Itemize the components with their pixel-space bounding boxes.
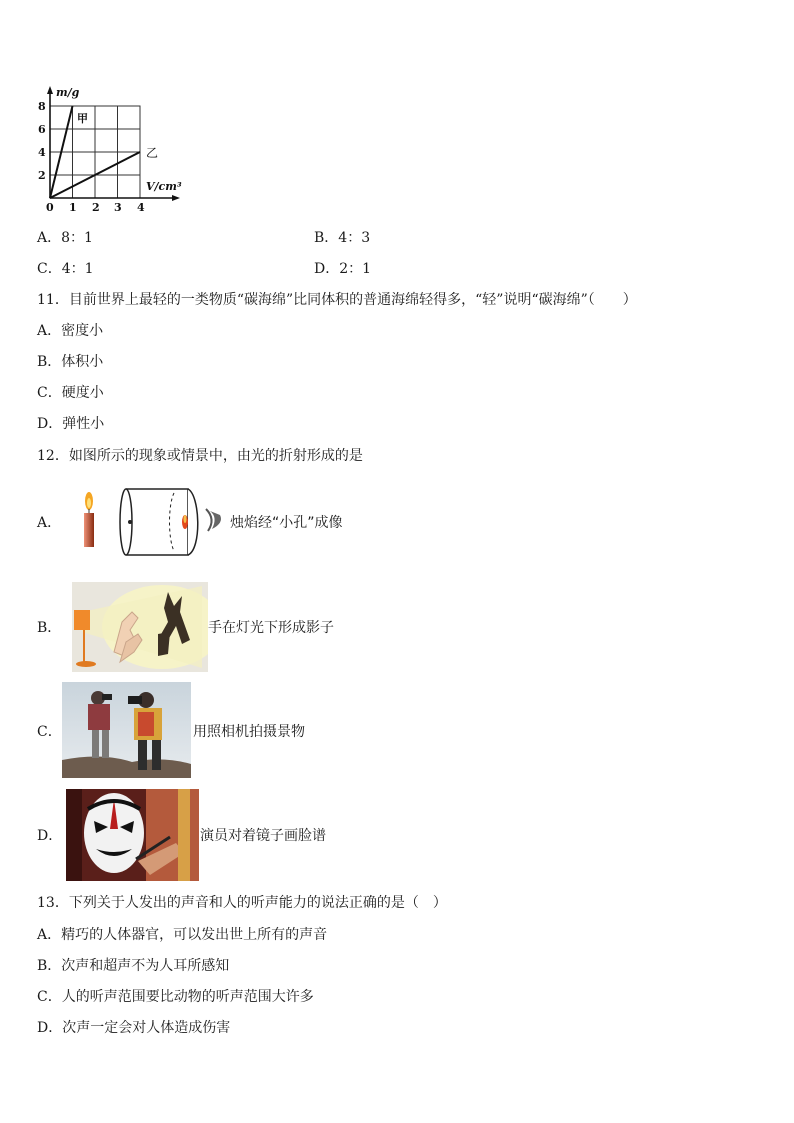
label-yi: 乙 xyxy=(146,146,159,160)
q13-option-a: A．精巧的人体器官，可以发出世上所有的声音 xyxy=(37,927,328,943)
mass-volume-graph xyxy=(30,84,190,214)
q12-option-c-caption: 用照相机拍摄景物 xyxy=(193,724,305,740)
q10-option-b: B．4：3 xyxy=(314,230,371,246)
q11-option-b: B．体积小 xyxy=(37,354,104,370)
q11-option-a: A．密度小 xyxy=(37,323,104,339)
q10-option-a: A．8：1 xyxy=(37,230,93,246)
q13-stem: 13．下列关于人发出的声音和人的听声能力的说法正确的是（ ） xyxy=(37,895,447,911)
q12-option-a-letter: A． xyxy=(37,515,62,531)
q12-option-b-letter: B． xyxy=(37,620,62,636)
x-axis-label: V/cm³ xyxy=(146,180,182,193)
q13-option-b: B．次声和超声不为人耳所感知 xyxy=(37,958,230,974)
camera-photo-image xyxy=(62,682,191,778)
y-tick-8: 8 xyxy=(38,100,46,113)
y-tick-2: 2 xyxy=(38,169,46,182)
q12-option-d-letter: D． xyxy=(37,828,63,844)
candle-pinhole-image xyxy=(78,485,230,560)
q12-option-b-caption: 手在灯光下形成影子 xyxy=(208,620,334,636)
q10-option-d: D．2：1 xyxy=(314,261,372,277)
x-tick-0: 0 xyxy=(46,201,54,214)
y-tick-6: 6 xyxy=(38,123,46,136)
x-tick-4: 4 xyxy=(137,201,145,214)
y-tick-4: 4 xyxy=(38,146,46,159)
q12-option-a-caption: 烛焰经“小孔”成像 xyxy=(230,515,343,531)
q12-option-c-letter: C． xyxy=(37,724,62,740)
q12-option-d-caption: 演员对着镜子画脸谱 xyxy=(200,828,326,844)
q13-option-d: D．次声一定会对人体造成伤害 xyxy=(37,1020,231,1036)
x-tick-1: 1 xyxy=(69,201,77,214)
q11-option-c: C．硬度小 xyxy=(37,385,104,401)
q10-option-c: C．4：1 xyxy=(37,261,94,277)
q11-option-d: D．弹性小 xyxy=(37,416,105,432)
q11-stem: 11．目前世界上最轻的一类物质“碳海绵”比同体积的普通海绵轻得多，“轻”说明“碳海绵”（ ） xyxy=(37,292,637,308)
q13-option-c: C．人的听声范围要比动物的听声范围大许多 xyxy=(37,989,314,1005)
hand-shadow-image xyxy=(72,582,208,672)
opera-mask-image xyxy=(66,789,199,881)
y-axis-label: m/g xyxy=(56,86,80,99)
label-jia: 甲 xyxy=(77,112,88,125)
x-tick-3: 3 xyxy=(114,201,122,214)
x-tick-2: 2 xyxy=(92,201,100,214)
q12-stem: 12．如图所示的现象或情景中，由光的折射形成的是 xyxy=(37,448,363,464)
